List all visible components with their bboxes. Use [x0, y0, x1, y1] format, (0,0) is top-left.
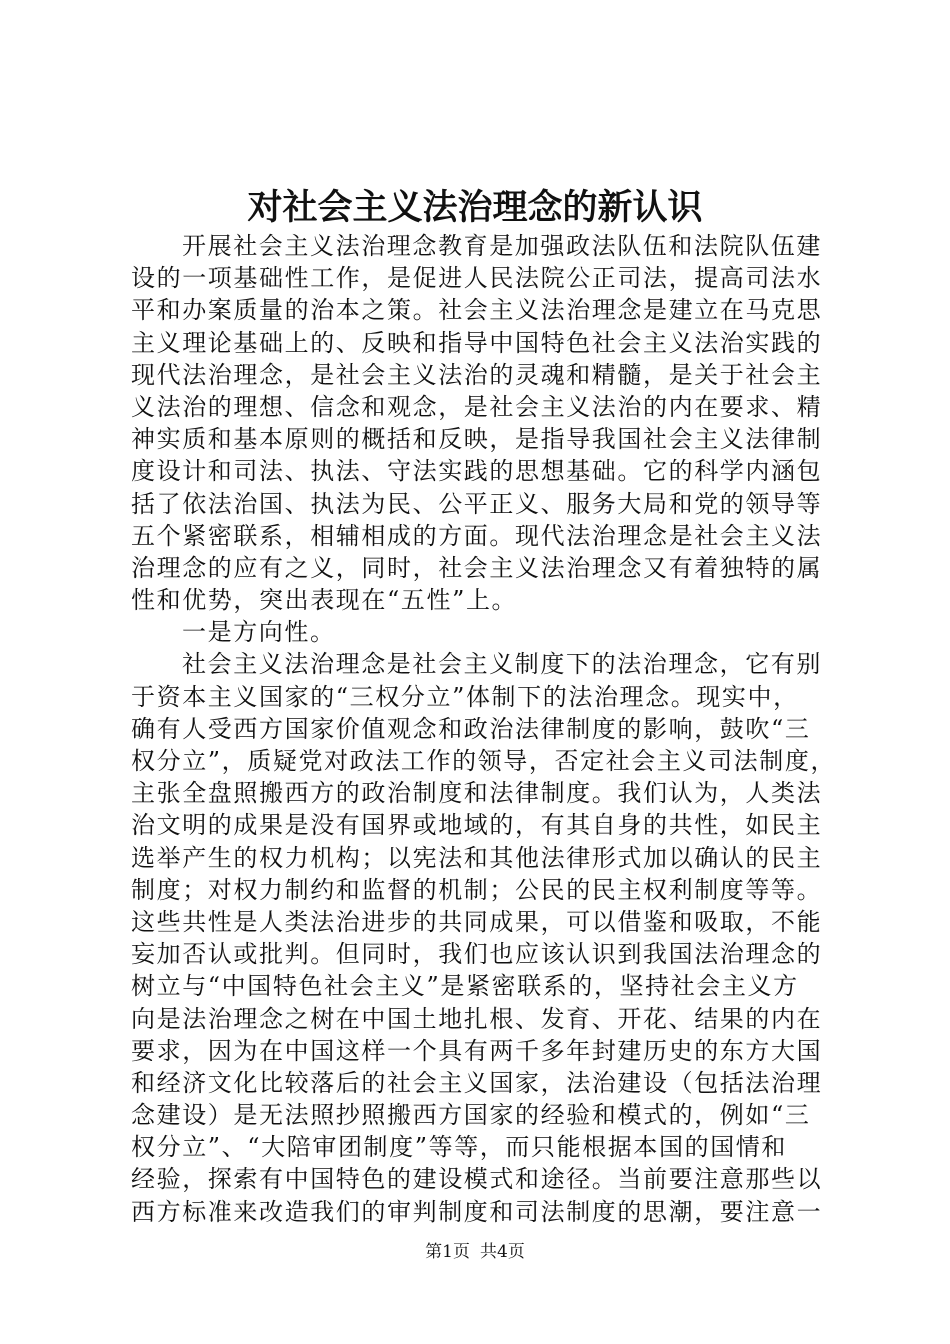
- text-line: 度设计和司法、执法、守法实践的思想基础。它的科学内涵包: [131, 457, 823, 486]
- text-line: 和经济文化比较落后的社会主义国家，法治建设（包括法治理: [131, 1068, 823, 1097]
- text-line: 权分立”，质疑党对政法工作的领导，否定社会主义司法制度，: [131, 747, 837, 775]
- text-line: 西方标准来改造我们的审判制度和司法制度的思潮，要注意一: [131, 1197, 823, 1226]
- text-line: 五个紧密联系，相辅相成的方面。现代法治理念是社会主义法: [131, 521, 823, 550]
- text-line: 权分立”、“大陪审团制度”等等，而只能根据本国的国情和: [131, 1133, 788, 1162]
- text-line: 性和优势，突出表现在“五性”上。: [131, 586, 518, 615]
- text-line: 要求，因为在中国这样一个具有两千多年封建历史的东方大国: [131, 1036, 823, 1065]
- text-line: 于资本主义国家的“三权分立”体制下的法治理念。现实中，: [131, 682, 799, 711]
- text-line: 选举产生的权力机构；以宪法和其他法律形式加以确认的民主: [131, 843, 823, 872]
- text-line: 治理念的应有之义，同时，社会主义法治理念又有着独特的属: [131, 553, 823, 582]
- text-line: 制度；对权力制约和监督的机制；公民的民主权利制度等等。: [131, 875, 823, 904]
- text-line: 现代法治理念，是社会主义法治的灵魂和精髓，是关于社会主: [131, 360, 823, 389]
- text-line: 治文明的成果是没有国界或地域的，有其自身的共性，如民主: [131, 811, 823, 840]
- page-total: 共4页: [480, 1242, 525, 1262]
- document-body: [131, 230, 836, 1228]
- text-line: 开展社会主义法治理念教育是加强政法队伍和法院队伍建: [182, 232, 822, 260]
- text-line: 经验，探索有中国特色的建设模式和途径。当前要注意那些以: [131, 1165, 823, 1194]
- text-line: 妄加否认或批判。但同时，我们也应该认识到我国法治理念的: [131, 940, 823, 969]
- text-line: 义法治的理想、信念和观念，是社会主义法治的内在要求、精: [131, 392, 823, 421]
- text-line: 社会主义法治理念是社会主义制度下的法治理念，它有别: [182, 650, 822, 679]
- text-line: 念建设）是无法照抄照搬西方国家的经验和模式的，例如“三: [131, 1101, 811, 1130]
- text-line: 设的一项基础性工作，是促进人民法院公正司法，提高司法水: [131, 264, 823, 293]
- text-line: 平和办案质量的治本之策。社会主义法治理念是建立在马克思: [131, 296, 823, 325]
- text-line: 主义理论基础上的、反映和指导中国特色社会主义法治实践的: [131, 328, 823, 357]
- page-number: 第1页: [425, 1242, 470, 1262]
- text-line: 神实质和基本原则的概括和反映，是指导我国社会主义法律制: [131, 425, 823, 454]
- page-footer: [0, 1240, 950, 1264]
- text-line: 树立与“中国特色社会主义”是紧密联系的，坚持社会主义方: [131, 972, 799, 1001]
- text-line: 这些共性是人类法治进步的共同成果，可以借鉴和吸取，不能: [131, 907, 823, 936]
- text-line: 确有人受西方国家价值观念和政治法律制度的影响，鼓吹“三: [131, 714, 811, 743]
- text-line: 一是方向性。: [182, 618, 336, 647]
- text-line: 向是法治理念之树在中国土地扎根、发育、开花、结果的内在: [131, 1004, 823, 1033]
- document-title: 对社会主义法治理念的新认识: [247, 187, 703, 228]
- text-line: 括了依法治国、执法为民、公平正义、服务大局和党的领导等: [131, 489, 823, 518]
- text-line: 主张全盘照搬西方的政治制度和法律制度。我们认为，人类法: [131, 779, 823, 808]
